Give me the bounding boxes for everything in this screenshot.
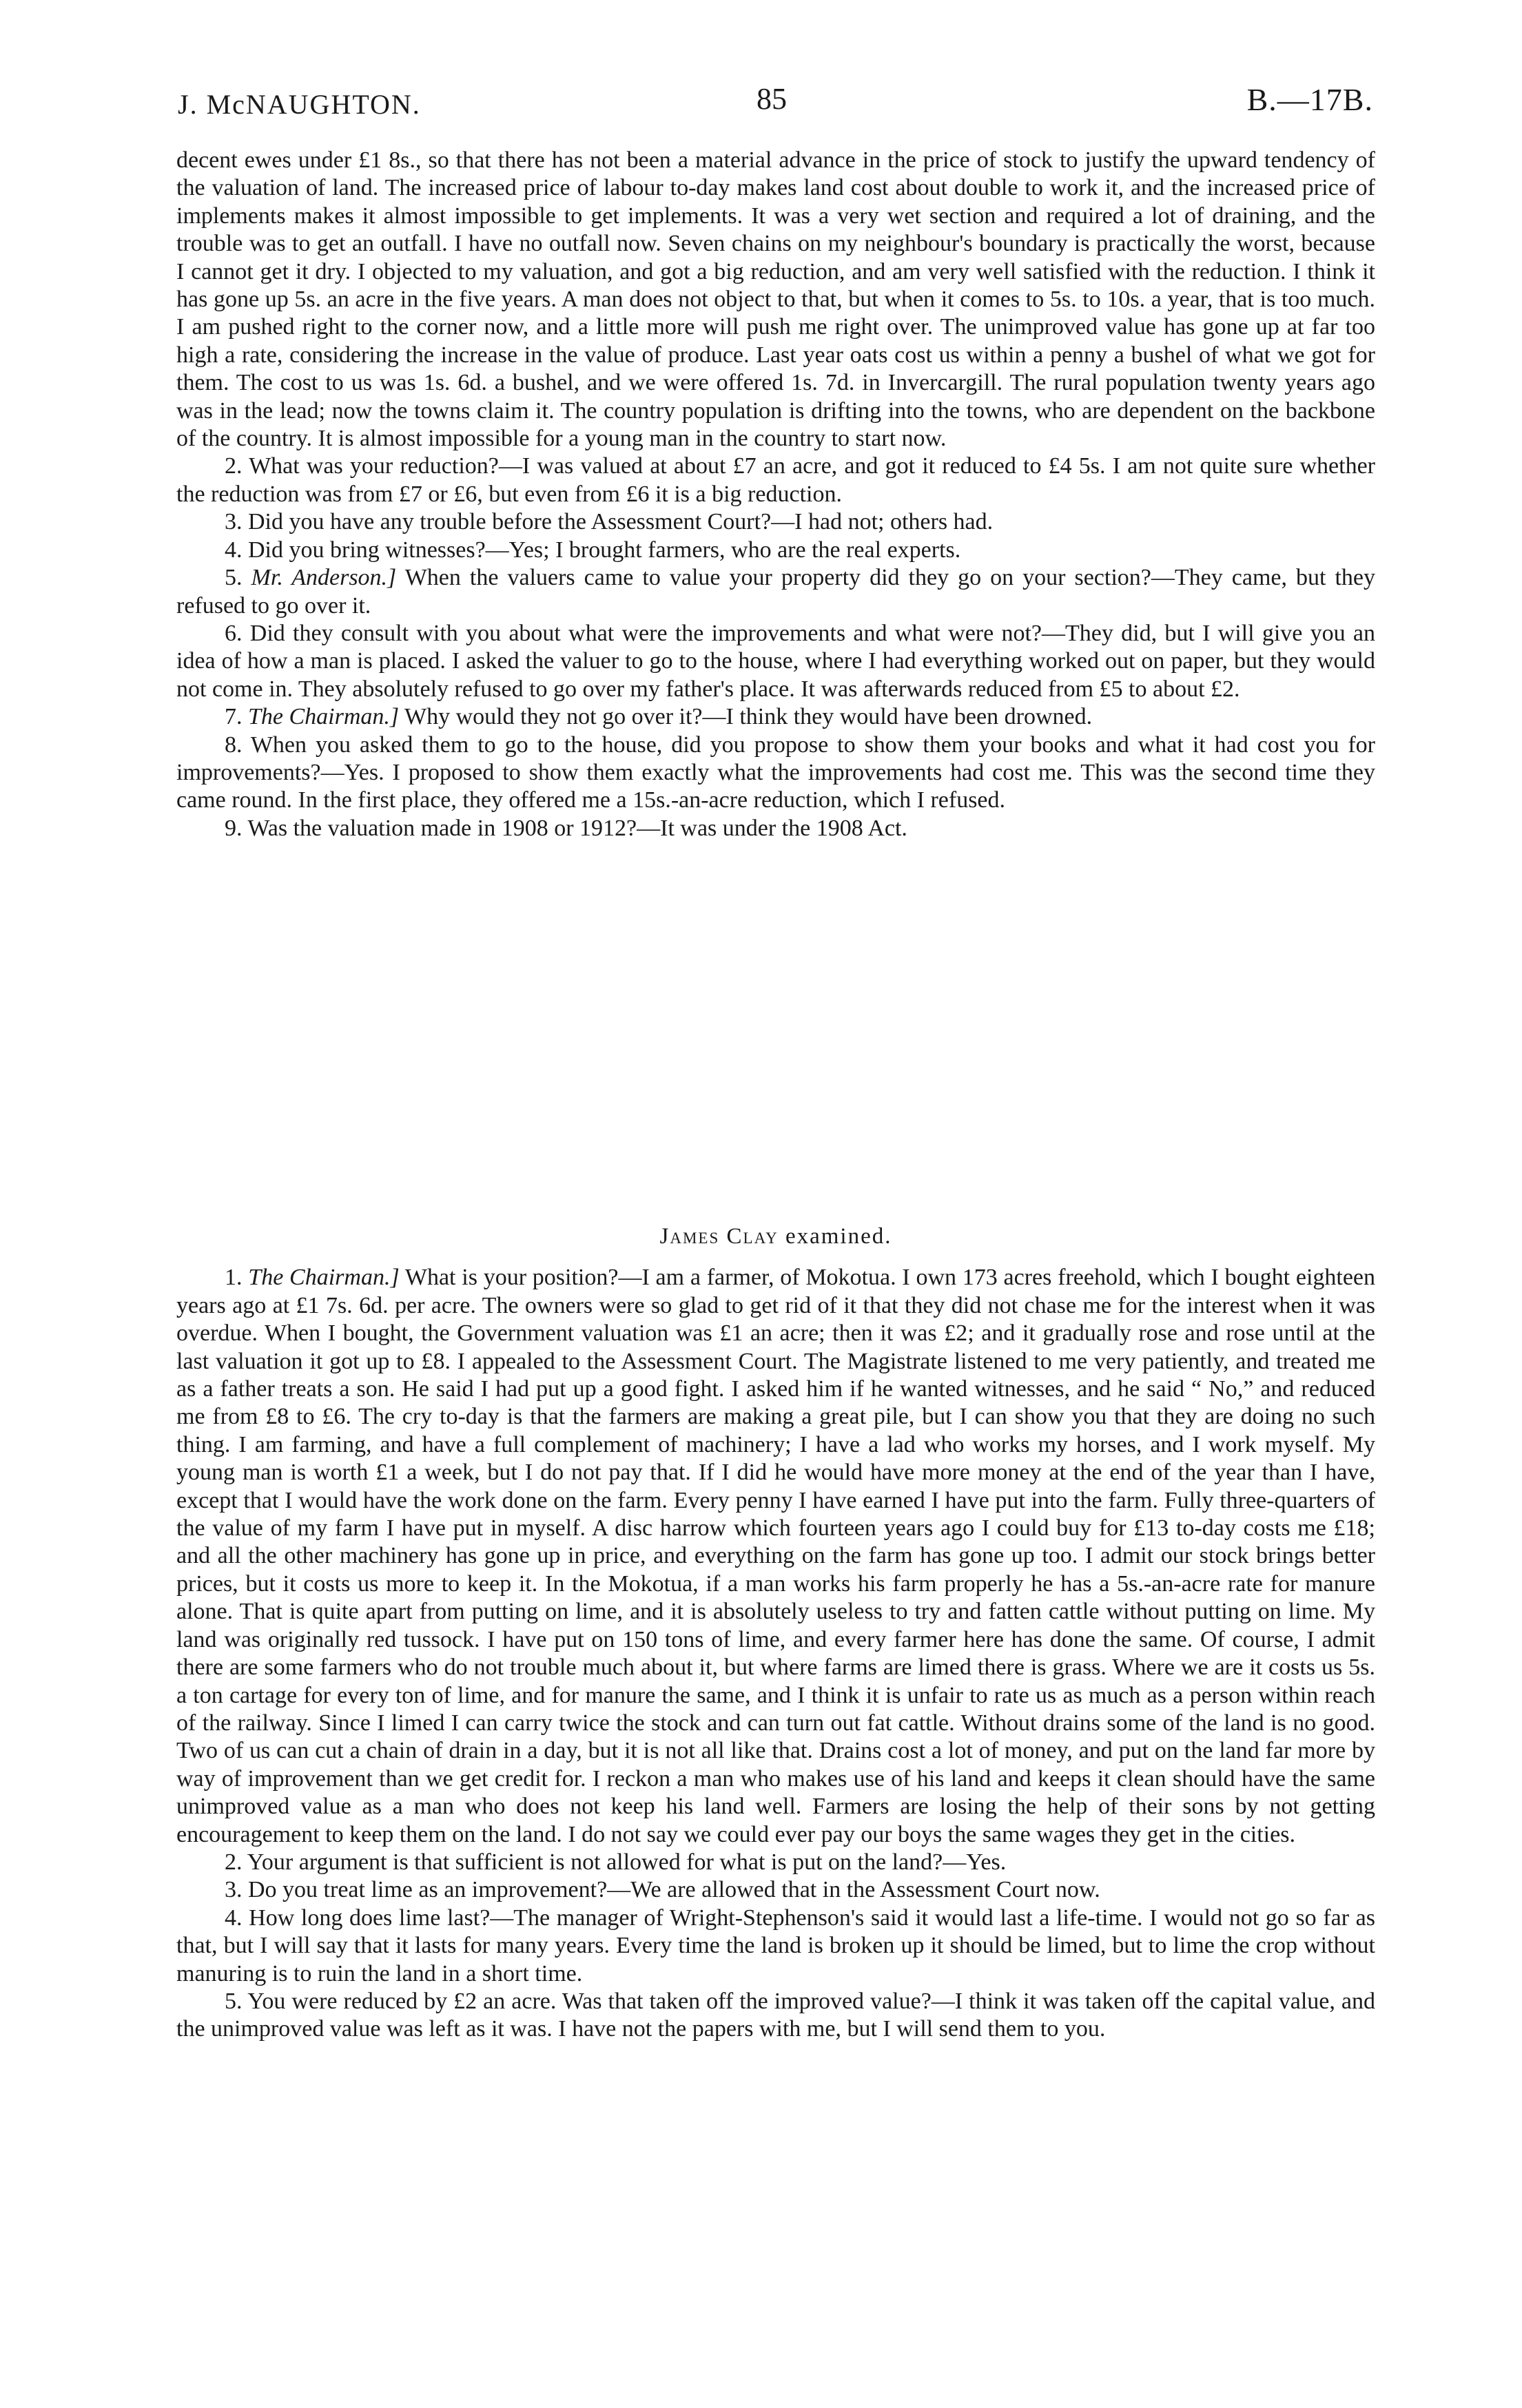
page-header xyxy=(178,81,1373,123)
question-text: When you asked them to go to the house, did you propose to show them your books and what it had cost you for improvements?—Yes. I proposed to show them exactly what the improvements had cost me. This was the second time they came round. In the first place, they offered me a 15s.-an-acre reduction, which I refused. xyxy=(176,731,1375,813)
question-text: You were reduced by £2 an acre. Was that taken off the improved value?—I think it was taken off the capital value, and the unimproved value was left as it was. I have not the papers with me, but I will send them to you. xyxy=(176,1988,1375,2042)
question-paragraph xyxy=(176,1849,1375,1876)
question-text: Did you have any trouble before the Assessment Court?—I had not; others had. xyxy=(248,509,994,535)
question-number: 1. xyxy=(225,1265,243,1291)
question-paragraph xyxy=(176,731,1375,815)
continued-paragraph: decent ewes under £1 8s., so that there has not been a material advance in the price of stock to justify the upward tendency of the valuation of land. The increased price of labour to-day makes land cost about double to work it, and the increased price of implements makes it almost impossible to get implements. It was a very wet section and required a lot of draining, and the trouble was to get an outfall. I have no outfall now. Seven chains on my neighbour's boundary is practically the worst, because I cannot get it dry. I objected to my valuation, and got a big reduction, and am very well satisfied with the reduction. I think it has gone up 5s. an acre in the five years. A man does not object to that, but when it comes to 5s. to 10s. a year, that is too much. I am pushed right to the corner now, and a little more will push me right over. The unimproved value has gone up at far too high a rate, considering the increase in the value of produce. Last year oats cost us within a penny a bushel of what we got for them. The cost to us was 1s. 6d. a bushel, and we were offered 1s. 7d. in Invercargill. The rural population twenty years ago was in the lead; now the towns claim it. The country population is drifting into the towns, who are dependent on the backbone of the country. It is almost impossible for a young man in the country to start now. xyxy=(176,147,1375,452)
question-number: 3. xyxy=(225,1877,243,1903)
page-number: 85 xyxy=(757,82,787,116)
question-paragraph xyxy=(176,1264,1375,1849)
clay-questions xyxy=(176,1264,1375,2043)
clay-evidence xyxy=(176,1223,1375,2044)
question-number: 7. xyxy=(225,704,243,730)
question-number: 9. xyxy=(225,815,243,841)
question-text: What was your reduction?—I was valued at about £7 an acre, and got it reduced to £4 5s. I am not quite sure whether the reduction was from £7 or £6, but even from £6 it is a big reduction. xyxy=(176,453,1375,507)
speaker-label: Mr. Anderson.] xyxy=(251,565,397,591)
document-reference: B.—17B. xyxy=(1246,82,1373,117)
heading-suffix: examined. xyxy=(785,1224,892,1249)
question-text: Why would they not go over it?—I think they would have been drowned. xyxy=(404,704,1093,730)
question-paragraph xyxy=(176,703,1375,731)
question-paragraph xyxy=(176,620,1375,703)
question-text: When the valuers came to value your property did they go on your section?—They came, but they refused to go over it. xyxy=(176,565,1376,619)
mcnaughton-evidence xyxy=(176,147,1375,842)
question-paragraph xyxy=(176,508,1375,536)
question-text: Your argument is that sufficient is not allowed for what is put on the land?—Yes. xyxy=(247,1849,1007,1875)
question-number: 3. xyxy=(225,509,243,535)
question-number: 2. xyxy=(225,453,243,479)
speaker-label: The Chairman.] xyxy=(248,704,400,730)
question-number: 4. xyxy=(225,1904,243,1931)
header-witness-name: J. McNAUGHTON. xyxy=(178,89,421,120)
question-number: 5. xyxy=(225,1988,243,2014)
question-paragraph xyxy=(176,537,1375,564)
question-paragraph xyxy=(176,564,1375,620)
question-number: 4. xyxy=(225,537,243,563)
question-paragraph xyxy=(176,1904,1375,1988)
question-text: Did you bring witnesses?—Yes; I brought farmers, who are the real experts. xyxy=(248,537,961,563)
question-number: 2. xyxy=(225,1849,243,1875)
question-paragraph xyxy=(176,1876,1375,1904)
mcnaughton-questions xyxy=(176,453,1375,842)
question-number: 8. xyxy=(225,731,243,758)
question-text: Did they consult with you about what were the improvements and what were not?—They did, but I will give you an idea of how a man is placed. I asked the valuer to go to the house, where I had everything worked out on paper, but they would not come in. They absolutely refused to go over my father's place. It was afterwards reduced from £5 to about £2. xyxy=(176,620,1376,702)
question-text: How long does lime last?—The manager of Wright-Stephenson's said it would last a life-time. I would not go so far as that, but I will say that it lasts for many years. Every time the land is broken up it should be limed, but to lime the crop without manuring is to ruin the land in a short time. xyxy=(176,1904,1375,1986)
speaker-label: The Chairman.] xyxy=(248,1265,400,1291)
question-text: Do you treat lime as an improvement?—We are allowed that in the Assessment Court now. xyxy=(248,1877,1100,1903)
section-heading xyxy=(176,1223,1375,1250)
question-paragraph xyxy=(176,453,1375,508)
question-paragraph xyxy=(176,815,1375,842)
witness-name: James Clay xyxy=(659,1224,779,1249)
question-paragraph xyxy=(176,1988,1375,2044)
question-number: 6. xyxy=(225,620,243,646)
question-number: 5. xyxy=(225,565,243,591)
question-text: What is your position?—I am a farmer, of Mokotua. I own 173 acres freehold, which I bought eighteen years ago at £1 7s. 6d. per acre. The owners were so glad to get rid of it that they did not chase me for the interest when it was overdue. When I bought, the Government valuation was £1 an acre; then it was £2; and it gradually rose and rose until at the last valuation it got up to £8. I appealed to the Assessment Court. The Magistrate listened to me very patiently, and treated me as a father treats a son. He said I had put up a good fight. I asked him if he wanted witnesses, and he said “ No,” and reduced me from £8 to £6. The cry to-day is that the farmers are making a great pile, but I can show you that they are doing no such thing. I am farming, and have a full complement of machinery; I have a lad who works my horses, and I work myself. My young man is worth £1 a week, but I do not pay that. If I did he would have more money at the end of the year than I have, except that I would have the work done on the farm. Every penny I have earned I have put into the farm. Fully three-quarters of the value of my farm I have put in myself. A disc harrow which fourteen years ago I could buy for £13 to-day costs me £18; and all the other machinery has gone up in price, and everything on the farm has gone up too. I admit our stock brings better prices, but it costs us more to keep it. In the Mokotua, if a man works his farm properly he has a 5s.-an-acre rate for manure alone. That is quite apart from putting on lime, and it is absolutely useless to try and fatten cattle without putting on lime. My land was originally red tussock. I have put on 150 tons of lime, and every farmer here has done the same. Of course, I admit there are some farmers who do not trouble much about it, but where farms are limed there is grass. Where we are it costs us 5s. a ton cartage for every ton of lime, and for manure the same, and I think it is unfair to rate us as much as a person within reach of the railway. Since I limed I can carry twice the stock and can turn out fat cattle. Without drains some of the land is no good. Two of us can cut a chain of drain in a day, but it is not all like that. Drains cost a lot of money, and put on the land far more by way of improvement than we get credit for. I reckon a man who makes use of his land and keeps it clean should have the same unimproved value as a man who does not keep his land well. Farmers are losing the help of their sons by not getting encouragement to keep them on the land. I do not say we could ever pay our boys the same wages they get in the cities. xyxy=(176,1265,1376,1847)
question-text: Was the valuation made in 1908 or 1912?—It was under the 1908 Act. xyxy=(247,815,907,841)
